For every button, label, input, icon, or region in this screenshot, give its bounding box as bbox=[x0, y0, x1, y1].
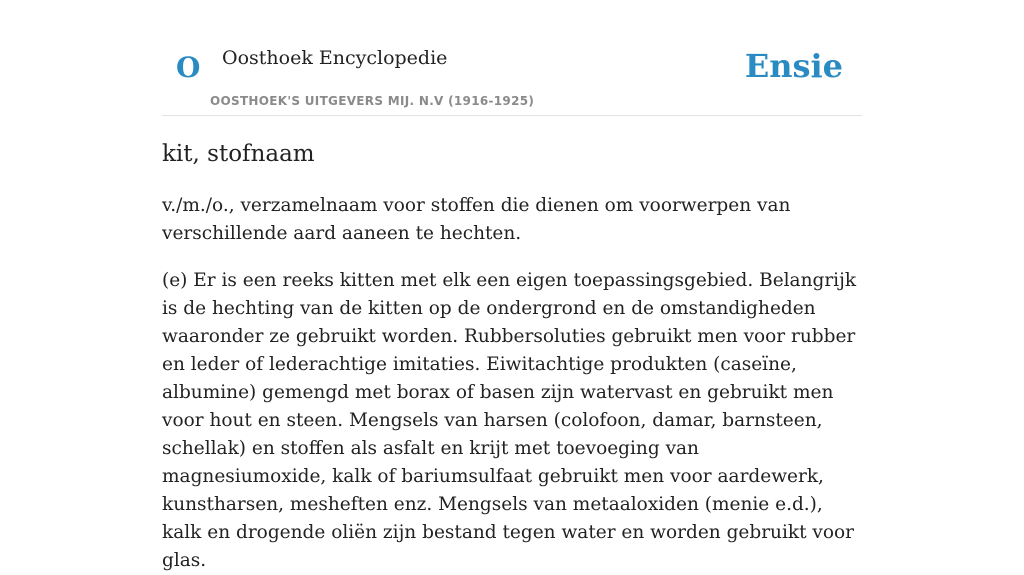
source-title[interactable]: Oosthoek Encyclopedie bbox=[222, 47, 448, 69]
source-subtitle: OOSTHOEK'S UITGEVERS MIJ. N.V (1916-1925) bbox=[210, 94, 535, 108]
article bbox=[162, 138, 864, 575]
article-paragraph: v./m./o., verzamelnaam voor stoffen die dienen om voorwerpen van verschillende aard aaneen te hechten. bbox=[162, 195, 791, 244]
source-header bbox=[162, 0, 862, 116]
article-paragraph: (e) Er is een reeks kitten met elk een eigen toepassingsgebied. Belangrijk is de hechting van de kitten op de ondergrond en de omstandigheden waaronder ze gebruikt worden. Rubbersoluties gebruikt men voor rubber en leder of lederachtige imitaties. Eiwitachtige produkten (caseïne, albumine) gemengd met borax of basen zijn watervast en gebruikt men voor hout en steen. Mengsels van harsen (colofoon, damar, barnsteen, schellak) en stoffen als asfalt en krijt met toevoeging van magnesiumoxide, kalk of bariumsulfaat gebruikt men voor aardewerk, kunstharsen, mesheften enz. Mengsels van metaaloxiden (menie e.d.), kalk en drogende oliën zijn bestand tegen water en worden gebruikt voor glas. bbox=[162, 270, 857, 571]
brand-logo[interactable]: Ensie bbox=[744, 47, 843, 85]
entry-title: kit, stofnaam bbox=[162, 141, 315, 167]
source-logo-icon[interactable]: O bbox=[176, 51, 201, 84]
